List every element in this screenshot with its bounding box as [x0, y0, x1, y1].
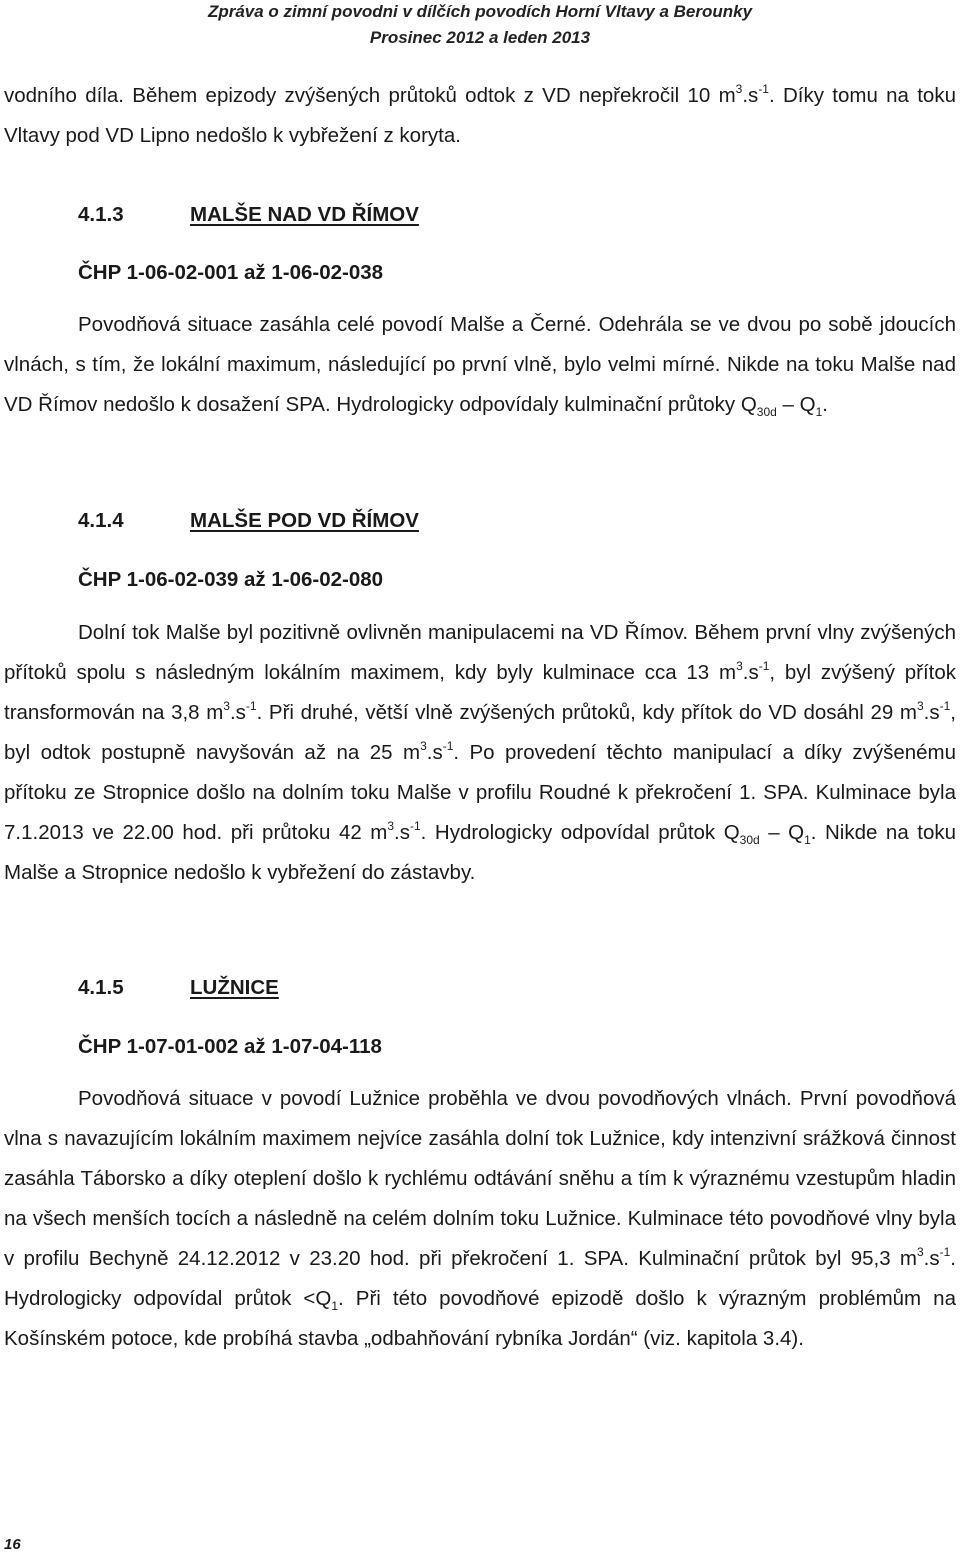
paragraph-4-1-3: Povodňová situace zasáhla celé povodí Malše a Černé. Odehrála se ve dvou po sobě jdoucích vlnách, s tím, že lokální maximum, následující po první vlně, bylo velmi mírné. Nikde na toku Malše nad VD Římov nedošlo k dosažení SPA. Hydrologicky odpovídaly kulminační průtoky $Q_{30d} - Q_1$. — [4, 313, 956, 419]
page-number: 16 — [4, 1536, 21, 1553]
section-heading-4-1-3: 4.1.3 MALŠE NAD VD ŘÍMOV — [78, 203, 419, 226]
chp-range-4-1-3: ČHP 1-06-02-001 až 1-06-02-038 — [78, 261, 384, 284]
chp-range-4-1-4: ČHP 1-06-02-039 až 1-06-02-080 — [78, 568, 384, 591]
section-heading-4-1-4: 4.1.4 MALŠE POD VD ŘÍMOV — [78, 509, 419, 532]
section-heading-4-1-5: 4.1.5 LUŽNICE — [78, 976, 279, 999]
chp-range-4-1-5: ČHP 1-07-01-002 až 1-07-04-118 — [78, 1035, 382, 1058]
paragraph-4-1-5: Povodňová situace v povodí Lužnice proběhla ve dvou povodňových vlnách. První povodňová vlna s navazujícím lokálním maximem nejvíce zasáhla dolní tok Lužnice, kdy intenzivní srážková činnost zasáhla Táborsko a díky oteplení došlo k rychlému odtávání sněhu a tím k výraznému vzestupům hladin na všech menších tocích a následně na celém dolním toku Lužnice. Kulminace této povodňové vlny byla v profilu Bechyně 24.12.2012 v 23.20 hod. při překročení 1. SPA. Kulminační průtok byl 95,3 $m^3.s^{-1}$. Hydrologicky odpovídal průtok $<Q_1$. Při této povodňové epizodě došlo k výrazným problémům na Košínském potoce, kde probíhá stavba „odbahňování rybníka Jordán“ (viz. kapitola 3.4). — [4, 1087, 956, 1350]
document-header-title: Zpráva o zimní povodni v dílčích povodích Horní Vltavy a Berounky — [207, 2, 753, 21]
paragraph-4-1-4: Dolní tok Malše byl pozitivně ovlivněn manipulacemi na VD Římov. Během první vlny zvýšených přítoků spolu s následným lokálním maximem, kdy byly kulminace cca 13 $m^3.s^{-1}$, byl zvýšený přítok transformován na 3,8 $m^3.s^{-1}$. Při druhé, větší vlně zvýšených průtoků, kdy přítok do VD dosáhl 29 $m^3.s^{-1}$, byl odtok postupně navyšován až na 25 $m^3.s^{-1}$. Po provedení těchto manipulací a díky zvýšenému přítoku ze Stropnice došlo na dolním toku Malše v profilu Roudné k překročení 1. SPA. Kulminace byla 7.1.2013 ve 22.00 hod. při průtoku 42 $m^3.s^{-1}$. Hydrologicky odpovídal průtok $Q_{30d} - Q_1$. Nikde na toku Malše a Stropnice nedošlo k vybřežení do zástavby. — [4, 621, 957, 884]
document-header-date: Prosinec 2012 a leden 2013 — [369, 28, 591, 47]
paragraph-intro: vodního díla. Během epizody zvýšených průtoků odtok z VD nepřekročil 10 $m^3.s^{-1}$. Díky tomu na toku Vltavy pod VD Lipno nedošlo k vybřežení z koryta. — [4, 82, 956, 147]
